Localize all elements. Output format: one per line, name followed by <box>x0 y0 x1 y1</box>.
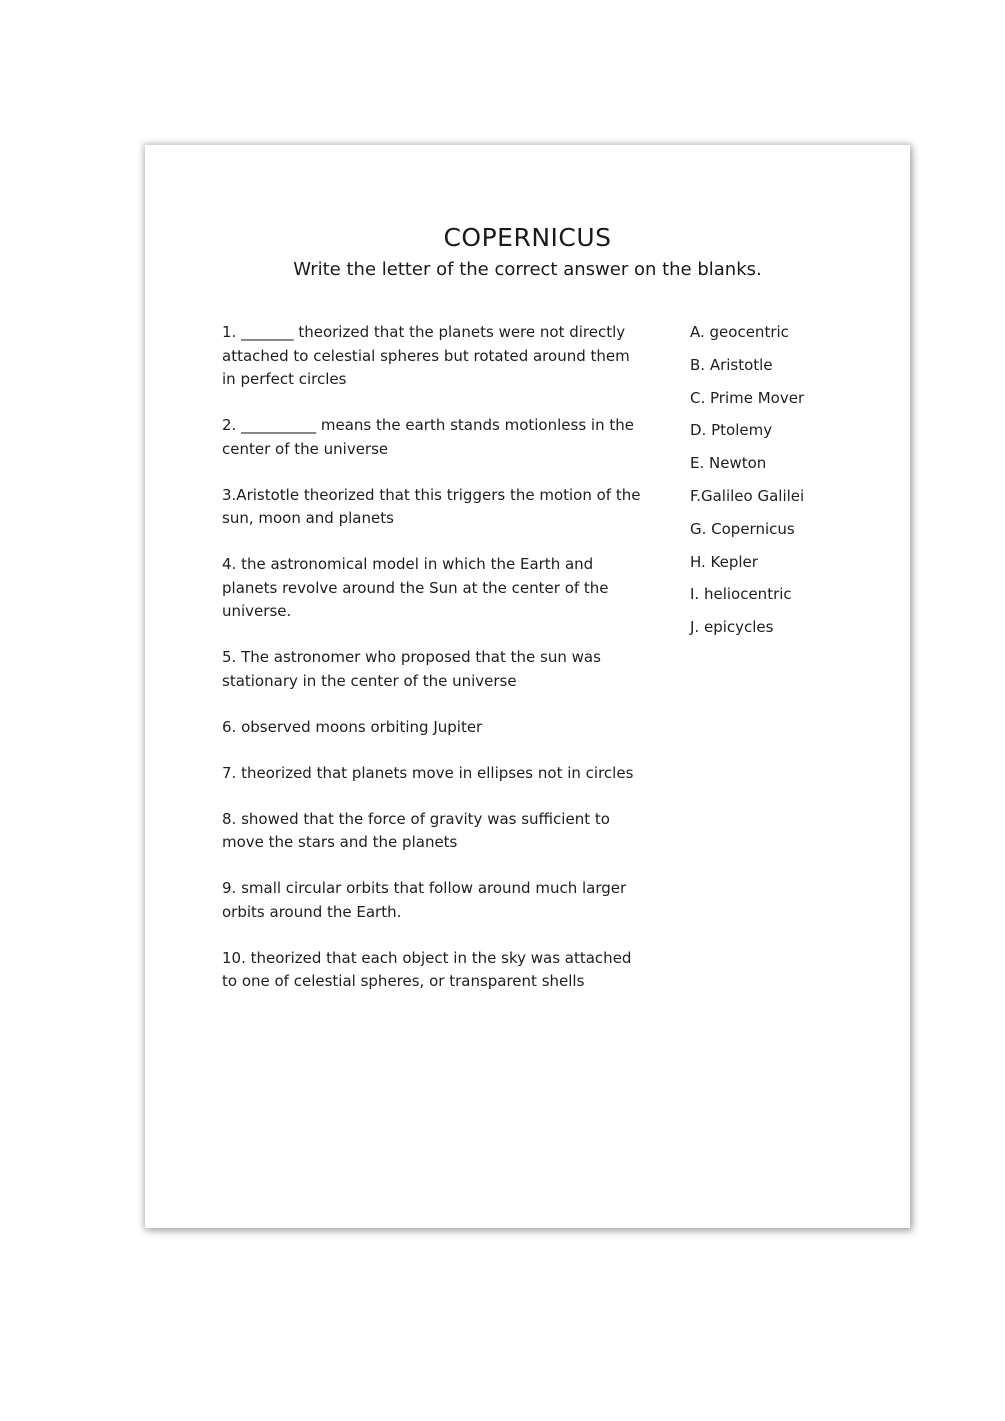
question-item: 9. small circular orbits that follow around much larger orbits around the Earth. <box>222 879 627 921</box>
question-item: 3.Aristotle theorized that this triggers the motion of the sun, moon and planets <box>222 485 641 527</box>
answer-choice: F.Galileo Galilei <box>690 486 805 505</box>
answer-choice-list <box>690 321 890 649</box>
question-item: 1. _______ theorized that the planets were not directly attached to celestial spheres but rotated around them in perfect circles <box>222 323 630 388</box>
answer-choice: G. Copernicus <box>690 519 795 538</box>
question-item: 5. The astronomer who proposed that the sun was stationary in the center of the universe <box>222 648 601 690</box>
question-item: 7. theorized that planets move in ellipses not in circles <box>222 763 634 782</box>
answer-choice: D. Ptolemy <box>690 421 773 440</box>
worksheet-page <box>145 145 910 1228</box>
question-item: 8. showed that the force of gravity was sufficient to move the stars and the planets <box>222 809 610 851</box>
worksheet-instructions: Write the letter of the correct answer on the blanks. <box>293 259 762 280</box>
answer-choice: A. geocentric <box>690 323 789 341</box>
question-list <box>222 321 647 1016</box>
answer-choice: I. heliocentric <box>690 585 792 604</box>
answer-choice: J. epicycles <box>690 618 774 637</box>
question-item: 2. __________ means the earth stands motionless in the center of the universe <box>222 416 634 458</box>
question-item: 10. theorized that each object in the sky was attached to one of celestial spheres, or transparent shells <box>222 948 632 990</box>
worksheet-title: COPERNICUS <box>443 223 612 252</box>
question-item: 6. observed moons orbiting Jupiter <box>222 717 483 736</box>
answer-choice: H. Kepler <box>690 552 758 571</box>
question-item: 4. the astronomical model in which the Earth and planets revolve around the Sun at the center of the universe. <box>222 555 609 620</box>
answer-choice: E. Newton <box>690 454 767 473</box>
answer-choice: B. Aristotle <box>690 355 773 374</box>
answer-choice: C. Prime Mover <box>690 388 805 407</box>
